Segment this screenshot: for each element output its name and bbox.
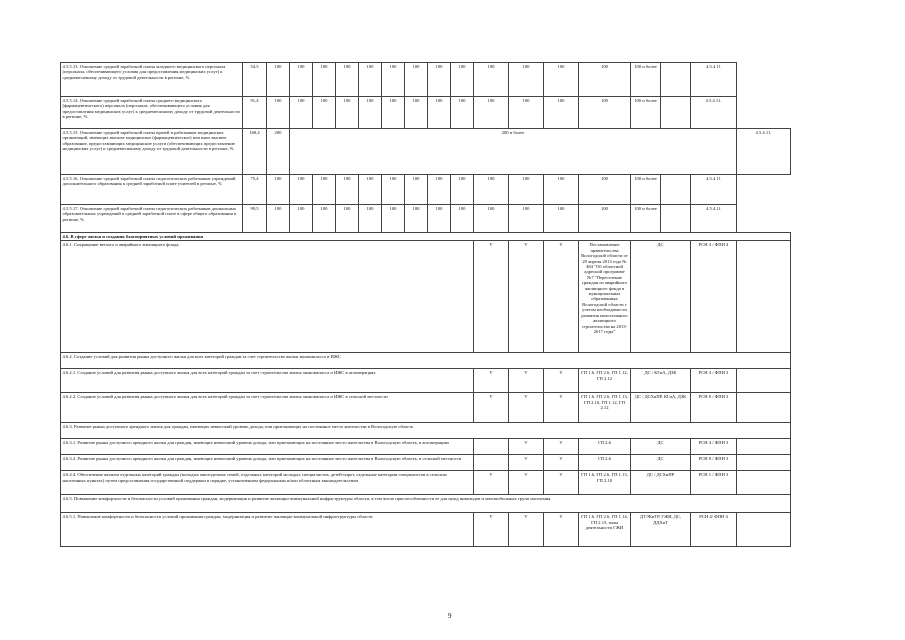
value-cell: 100: [474, 97, 509, 129]
value-cell: 54,5: [243, 63, 267, 97]
value-cell: 100: [313, 205, 336, 233]
executor: ДС: [631, 439, 691, 455]
empty-cell: [661, 205, 691, 233]
row-code: 4.5.4.11.: [737, 129, 791, 175]
row-code: РСН 4 / ФПН 3: [691, 439, 737, 455]
row-text: 4.5.5.17. Отношение средней заработной платы педагогических работников дошкольных образовательных учреждений к средней заработной плате в сфере общего образования в регионе, %: [61, 205, 243, 233]
value-cell: 100: [428, 97, 451, 129]
value-cell: 100: [579, 175, 631, 205]
value-cell: 100: [428, 205, 451, 233]
row-text: 4.6.2. Создание условий для развития рынка доступного жилья для всех категорий граждан за счет строительства жилья экономкласса и ИЖС: [61, 353, 791, 369]
program-doc: ГП 1.6, ГП 2.6, ГП 1.13, ГП 2.10: [579, 471, 631, 495]
row-text: 4.6.4.4. Обеспечение жильем отдельных категорий граждан (молодых многодетных семей, отдельных категорий молодых специалистов, детей-сирот, отдельные категории специалистов в сельских населенных пунктах) путем предоставления государственной поддержки в порядке, установленном федеральным и/или областным законодательством: [61, 471, 474, 495]
value-cell: 100: [509, 175, 544, 205]
value-cell: 99,5: [243, 205, 267, 233]
empty-cell: [737, 369, 791, 393]
value-cell: 100: [267, 205, 290, 233]
value-cell: 100: [509, 63, 544, 97]
row-text: 4.5.5.14. Отношение средней заработной платы среднего медицинского (фармацевтического) персонала (персонала, обеспечивающего условия для предоставления медицинских услуг) к среднемесячному доходу от трудовой деятельности в регионе, %: [61, 97, 243, 129]
mark-v3: V: [544, 513, 579, 547]
value-cell: 100: [474, 205, 509, 233]
value-cell: 100 и более: [631, 205, 661, 233]
value-cell: 100: [428, 175, 451, 205]
value-cell: 100: [359, 205, 382, 233]
page-number: 9: [448, 612, 452, 620]
table-row: [61, 353, 791, 369]
value-cell: 100: [451, 175, 474, 205]
value-cell: 100: [509, 97, 544, 129]
table-row: [61, 393, 791, 423]
value-cell: 100: [359, 175, 382, 205]
mark-v3: V: [544, 439, 579, 455]
mark-v2: V: [509, 369, 544, 393]
row-code: РСН 8 / ФПН 3: [691, 455, 737, 471]
mark-v2: V: [509, 455, 544, 471]
empty-cell: [737, 241, 791, 353]
row-text: 4.6.3. Развитие рынка доступного арендного жилья для граждан, имеющих невысокий уровень дохода, или приезжающих на постоянное место жительства в Вологодскую область: [61, 423, 791, 439]
executor: ДС / ДСХиПР, КГиА, ДЗК: [631, 393, 691, 423]
value-cell: 100 и более: [631, 175, 661, 205]
value-cell: 200: [267, 129, 290, 175]
mark-v3: V: [544, 369, 579, 393]
mark-v3: V: [544, 241, 579, 353]
mark-v2: V: [509, 241, 544, 353]
executor: ДС: [631, 241, 691, 353]
program-doc: ГП 2.6: [579, 455, 631, 471]
row-text: 4.6.3.1. Развитие рынка доступного арендного жилья для граждан, имеющих невысокий уровень дохода, или приезжающих на постоянное место жительства в Вологодскую область, в агломерациях: [61, 439, 474, 455]
value-cell: 100: [290, 97, 313, 129]
mark-v2: V: [509, 393, 544, 423]
row-text: 4.6.2.1. Создание условий для развития рынка доступного жилья для всех категорий граждан за счет строительства жилья экономкласса и ИЖС в агломерациях: [61, 369, 474, 393]
value-cell: 100: [544, 63, 579, 97]
value-cell: 100 и более: [631, 97, 661, 129]
program-doc: Постановление правительства Вологодской области от 29 апреля 2013 года № 484 "Об областной адресной программе №7 "Переселение граждан из аварийного жилищного фонда в муниципальных образованиях Вологодской области с учетом необходимости развития малоэтажного жилищного строительства на 2013-2017 годы": [579, 241, 631, 353]
value-cell: 100: [382, 63, 405, 97]
table-row: [61, 495, 791, 513]
empty-cell: [474, 455, 509, 471]
value-cell: 75,4: [243, 175, 267, 205]
document-table: [60, 62, 791, 547]
value-cell: 100: [313, 63, 336, 97]
empty-cell: [737, 393, 791, 423]
mark-v2: V: [509, 471, 544, 495]
row-text: 4.6.5. Повышение комфортности и безопасности условий проживания граждан, модернизация и развитие жилищно-коммунальной инфраструктуры области, в том числе приспособленности ее для нужд инвалидов и маломобильных групп населения: [61, 495, 791, 513]
row-code: 4.5.4.11: [691, 205, 737, 233]
table-row: [61, 471, 791, 495]
value-cell: 100: [451, 205, 474, 233]
value-cell: 100: [405, 205, 428, 233]
mark-v2: V: [509, 513, 544, 547]
value-cell: 100: [579, 205, 631, 233]
table-row: [61, 439, 791, 455]
mark-v3: V: [544, 471, 579, 495]
value-cell: 100: [336, 205, 359, 233]
row-text: 4.6.1. Сокращение ветхого и аварийного жилищного фонда.: [61, 241, 474, 353]
executor: ДТЭКиТР, ГЖИ, ДС, ДДХиТ: [631, 513, 691, 547]
value-cell: 100: [474, 175, 509, 205]
row-code: 4.5.4.11.: [691, 97, 737, 129]
table-row: [61, 97, 791, 129]
mark-v1: V: [474, 241, 509, 353]
mark-v1: V: [474, 471, 509, 495]
empty-cell: [661, 63, 691, 97]
value-cell: 100: [313, 97, 336, 129]
empty-cell: [737, 439, 791, 455]
value-cell: 100: [405, 63, 428, 97]
value-cell: 91,4: [243, 97, 267, 129]
program-doc: ГП 2.6: [579, 439, 631, 455]
value-cell: 100: [509, 205, 544, 233]
table-row: [61, 205, 791, 233]
value-cell: 100: [474, 63, 509, 97]
row-text: 4.5.5.13. Отношение средней заработной платы младшего медицинского персонала (персонала, обеспечивающего условия для предоставления медицинских услуг) к среднемесячному доходу от трудовой деятельности в регионе, %: [61, 63, 243, 97]
row-code: РСН 4/ ФПН 4: [691, 513, 737, 547]
row-text: 4.6.3.2. Развитие рынка доступного арендного жилья для граждан, имеющих невысокий уровень дохода, или приезжающих на постоянное место жительства в Вологодскую область, в сельской местности: [61, 455, 474, 471]
table-row: [61, 455, 791, 471]
program-doc: ГП 1.6, ГП 2.6, ГП 1.14, ГП 2.15, план деятельности ГЖИ: [579, 513, 631, 547]
table-row: [61, 423, 791, 439]
value-cell: 100: [544, 175, 579, 205]
value-cell: 100: [451, 97, 474, 129]
program-doc: ГП 1.6, ГП 2.6, ГП 1.12, ГП 2.12: [579, 369, 631, 393]
value-cell: 100: [579, 97, 631, 129]
row-text: 4.5.5.16. Отношение средней заработной платы педагогических работников учреждений дополнительного образования к средней заработной плате учителей в регионе, %: [61, 175, 243, 205]
row-text: 4.6.5.1. Повышение комфортности и безопасности условий проживания граждан, модернизация и развитие жилищно-коммунальной инфраструктуры области: [61, 513, 474, 547]
table-row: [61, 369, 791, 393]
table-row: [61, 241, 791, 353]
value-cell: 100: [313, 175, 336, 205]
value-cell: 100: [382, 175, 405, 205]
mark-v3: V: [544, 455, 579, 471]
mark-v1: V: [474, 369, 509, 393]
value-cell: 100: [290, 205, 313, 233]
value-cell: 100: [359, 63, 382, 97]
row-code: РСН 1 / ФПН 3: [691, 471, 737, 495]
value-cell: 100: [336, 175, 359, 205]
executor: ДС / ДСХиПР: [631, 471, 691, 495]
value-cell: 100: [336, 97, 359, 129]
value-cell: 100: [544, 97, 579, 129]
table-row: [61, 63, 791, 97]
value-cell: 100: [428, 63, 451, 97]
row-code: 4.5.4.11: [691, 175, 737, 205]
mark-v1: V: [474, 393, 509, 423]
row-text: 4.5.5.15. Отношение средней заработной платы врачей и работников медицинских организаций, имеющих высшее медицинское (фармацевтическое) или иное высшее образование, предоставляющих медицинские услуги (обеспечивающих предоставление медицинских услуг) к среднемесячному доходу от трудовой деятельности в регионе, %: [61, 129, 243, 175]
value-cell-merged: 200 и более: [290, 129, 737, 175]
row-code: РСН 4 / ФПН 3: [691, 369, 737, 393]
value-cell: 100: [290, 175, 313, 205]
table-row: [61, 513, 791, 547]
empty-cell: [661, 97, 691, 129]
empty-cell: [737, 471, 791, 495]
value-cell: 100: [290, 63, 313, 97]
value-cell: 100: [451, 63, 474, 97]
value-cell: 100: [267, 175, 290, 205]
value-cell: 100: [405, 97, 428, 129]
value-cell: 100: [579, 63, 631, 97]
section-row: [61, 233, 791, 241]
value-cell: 100 и более: [631, 63, 661, 97]
value-cell: 100: [382, 97, 405, 129]
table-row: [61, 129, 791, 175]
executor: ДС / КГиА, ДЗК: [631, 369, 691, 393]
value-cell: 100: [267, 97, 290, 129]
row-text: 4.6.2.2. Создание условий для развития рынка доступного жилья для всех категорий граждан за счет строительства жилья экономкласса и ИЖС в сельской местности: [61, 393, 474, 423]
mark-v1: V: [474, 513, 509, 547]
value-cell: 100: [382, 205, 405, 233]
empty-cell: [737, 513, 791, 547]
row-code: РСН 8 / ФПН 3: [691, 393, 737, 423]
program-doc: ГП 1.6, ГП 2.6, ГП 1.13, ГП 2.10, ГП 1.12, ГП 2.12: [579, 393, 631, 423]
section-title: 4.6. В сфере жилья и создания благоприятных условий проживания: [61, 233, 791, 241]
value-cell: 100: [267, 63, 290, 97]
value-cell: 100: [405, 175, 428, 205]
value-cell: 100: [359, 97, 382, 129]
empty-cell: [737, 455, 791, 471]
executor: ДС: [631, 455, 691, 471]
value-cell: 100: [336, 63, 359, 97]
table-row: [61, 175, 791, 205]
value-cell: 168,4: [243, 129, 267, 175]
empty-cell: [474, 439, 509, 455]
row-code: РСН 4 / ФПН 4: [691, 241, 737, 353]
empty-cell: [661, 175, 691, 205]
mark-v2: V: [509, 439, 544, 455]
value-cell: 100: [544, 205, 579, 233]
mark-v3: V: [544, 393, 579, 423]
row-code: 4.5.4.11: [691, 63, 737, 97]
